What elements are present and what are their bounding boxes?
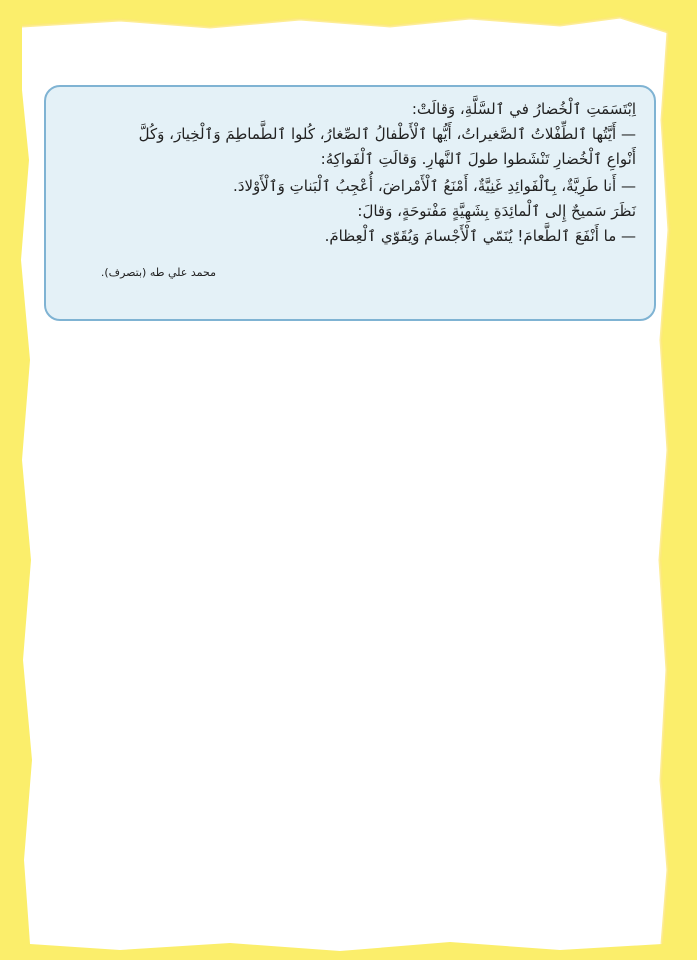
story-line-2: — أَيَّتُها ٱلطِّفْلاتُ ٱلصَّغيراتُ، أَيُّها ٱلْأَطْفالُ ٱلصِّغارُ، كُلوا ٱلطَّماطِمَ وَٱلْخِيارَ، وَكُلَّ xyxy=(138,125,636,143)
story-line-1: اِبْتَسَمَتِ ٱلْخُضارُ في ٱلسَّلَّةِ، وَقالَتْ: xyxy=(411,100,636,118)
story-line-4: — أَنا طَرِيَّةٌ، بِٱلْفَوائِدِ غَنِيَّةٌ، أَمْنَعُ ٱلْأَمْراضَ، أُعْجِبُ ٱلْبَناتِ وَٱلْأَوْلادَ. xyxy=(233,177,636,195)
story-line-6: — ما أَنْفَعَ ٱلطَّعامَ! يُنَمّي ٱلْأَجْسامَ وَيُقَوّي ٱلْعِظامَ. xyxy=(324,227,636,245)
author-credit: محمد علي طه (بتصرف). xyxy=(100,266,216,279)
story-line-5: نَظَرَ سَميحٌ إِلى ٱلْمائِدَةِ بِشَهِيَّةٍ مَفْتوحَةٍ، وَقالَ: xyxy=(357,202,636,220)
story-line-3: أَنْواعِ ٱلْخُضارِ تَنْشَطوا طولَ ٱلنَّهارِ. وَقالَتِ ٱلْفَواكِهُ: xyxy=(320,150,636,168)
story-box xyxy=(44,85,656,321)
